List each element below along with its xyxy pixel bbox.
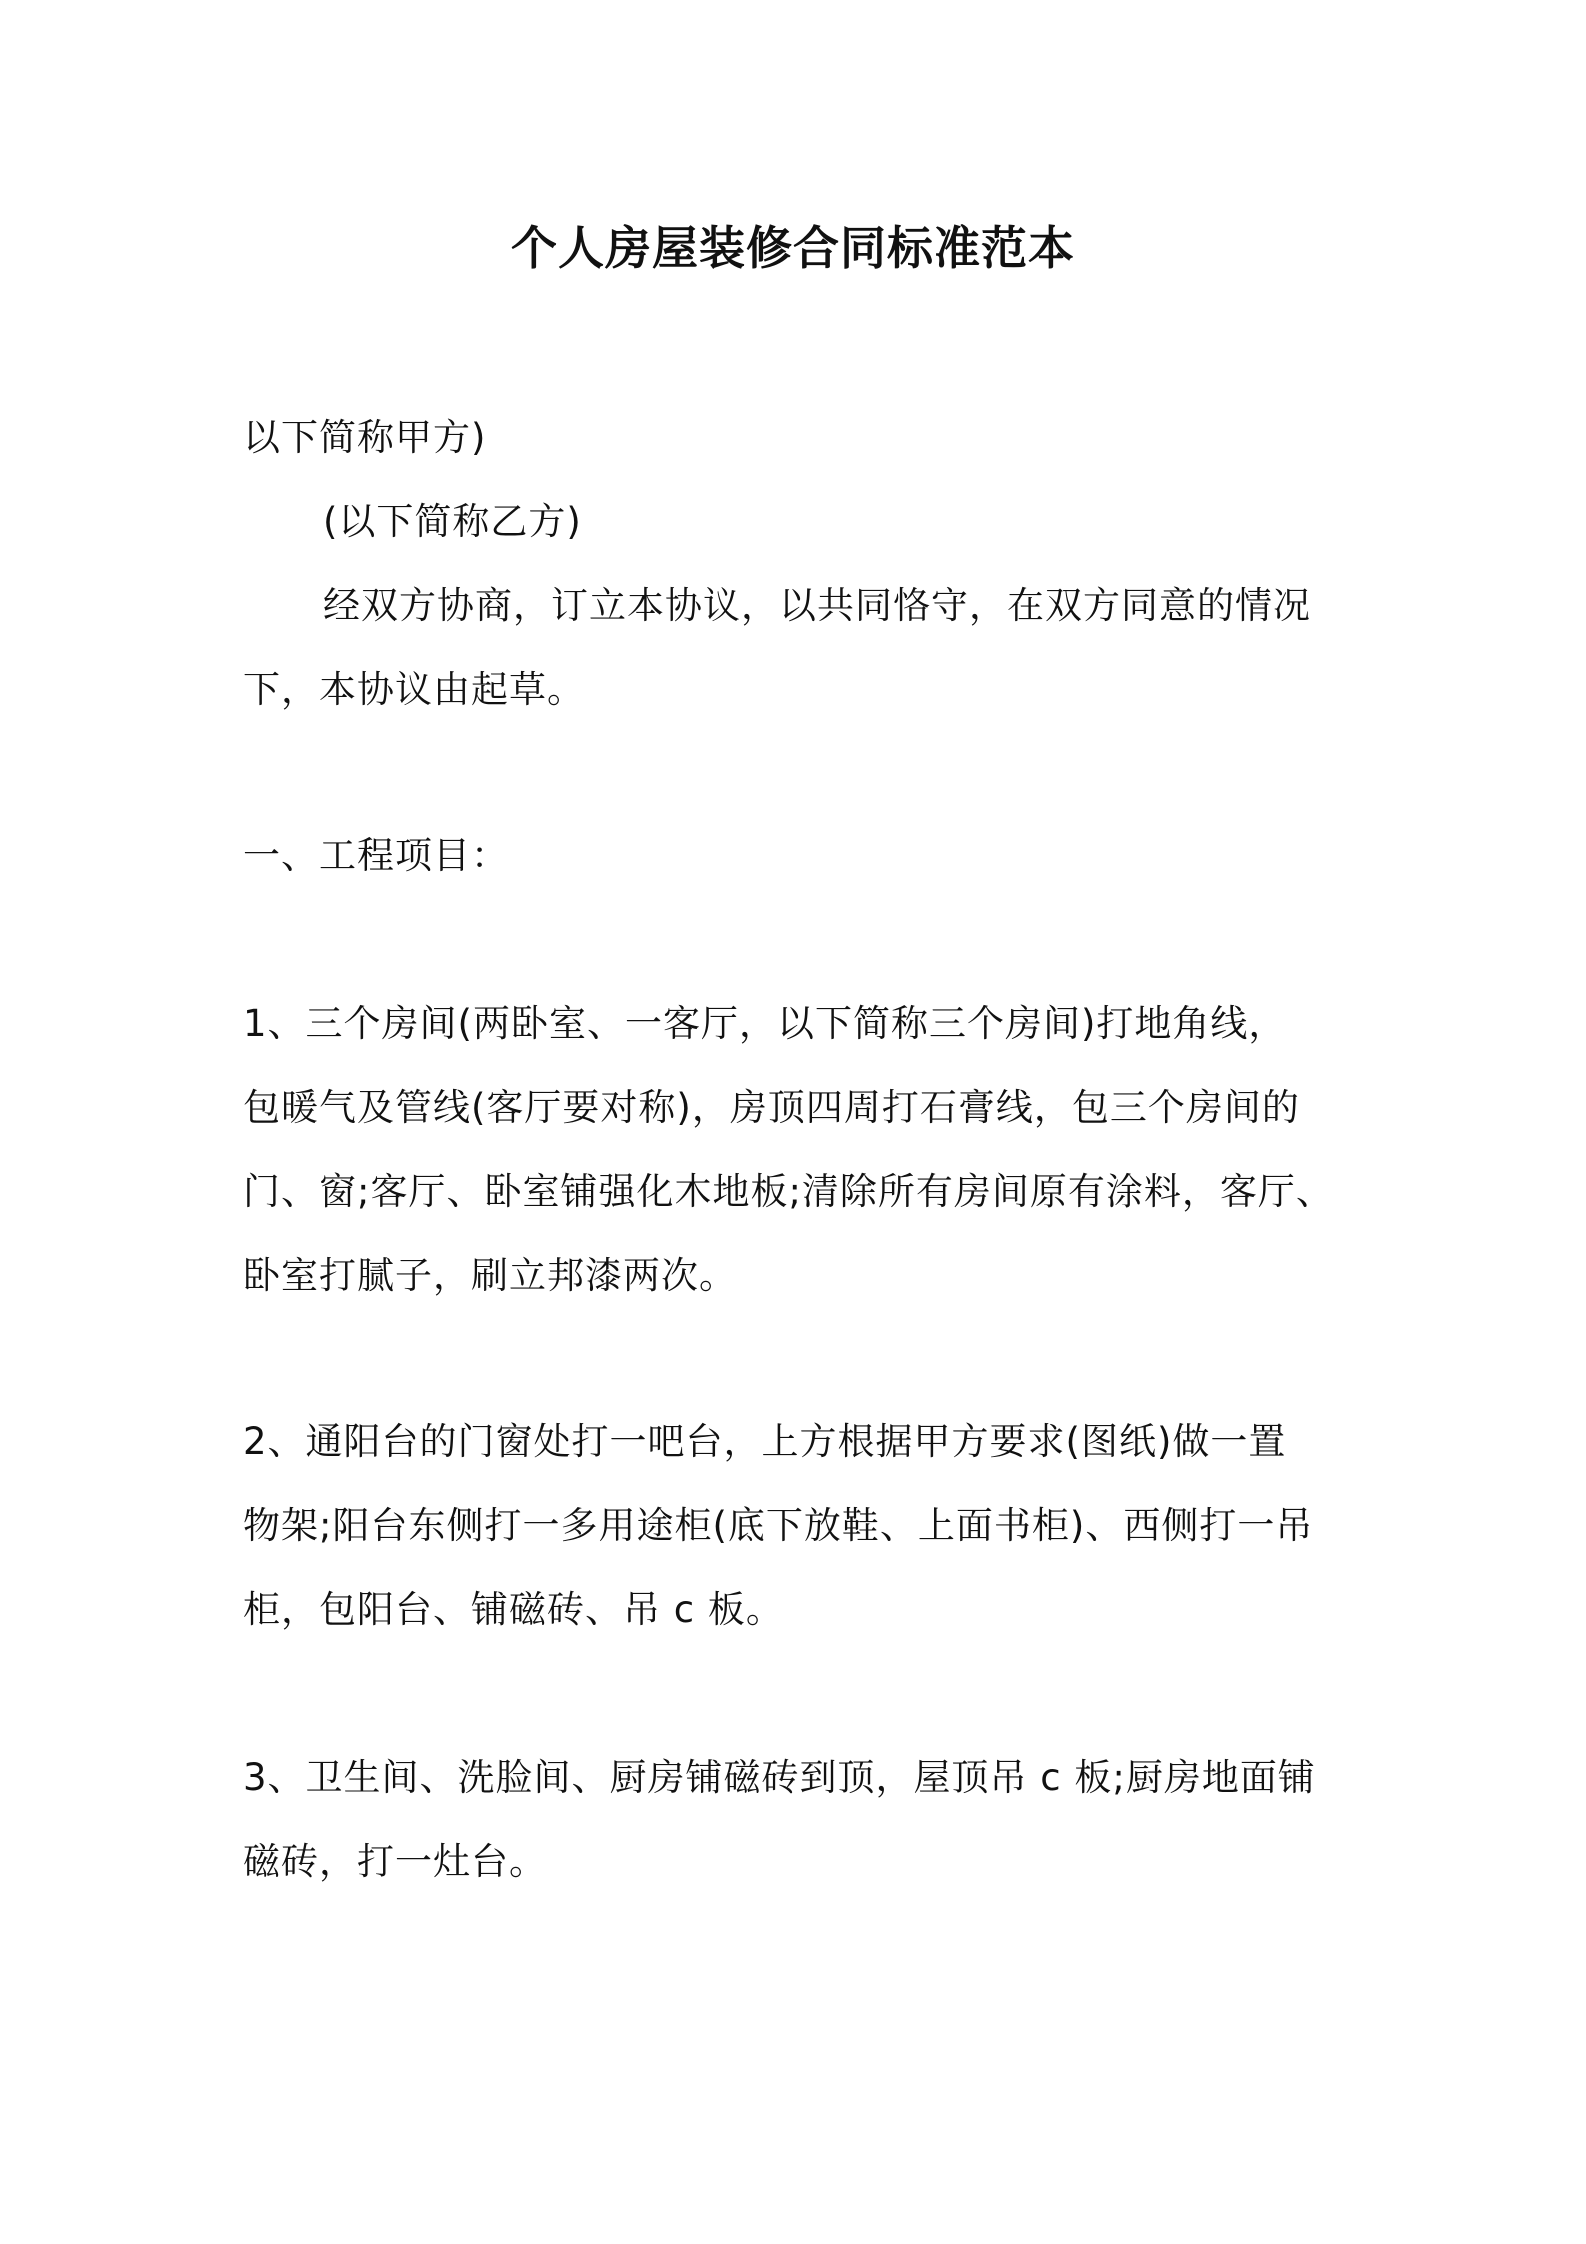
party-b-line: (以下简称乙方)	[323, 500, 582, 543]
item-1-line-4: 卧室打腻子，刷立邦漆两次。	[243, 1254, 737, 1297]
section-heading: 一、工程项目：	[243, 834, 509, 877]
preamble-line-2: 下，本协议由起草。	[243, 668, 585, 711]
item-1-line-3: 门、窗;客厅、卧室铺强化木地板;清除所有房间原有涂料，客厅、	[243, 1170, 1334, 1213]
item-3-line-2: 磁砖，打一灶台。	[243, 1840, 547, 1883]
preamble-line-1: 经双方协商，订立本协议，以共同恪守，在双方同意的情况	[323, 584, 1311, 627]
item-3-line-1: 3、卫生间、洗脸间、厨房铺磁砖到顶，屋顶吊 c 板;厨房地面铺	[243, 1756, 1316, 1799]
party-a-line: 以下简称甲方)	[243, 416, 487, 459]
item-2-line-1: 2、通阳台的门窗处打一吧台，上方根据甲方要求(图纸)做一置	[243, 1420, 1287, 1463]
item-1-line-2: 包暖气及管线(客厅要对称)，房顶四周打石膏线，包三个房间的	[243, 1086, 1300, 1129]
document-title: 个人房屋装修合同标准范本	[511, 221, 1075, 275]
item-2-line-2: 物架;阳台东侧打一多用途柜(底下放鞋、上面书柜)、西侧打一吊	[243, 1504, 1314, 1547]
item-1-line-1: 1、三个房间(两卧室、一客厅，以下简称三个房间)打地角线，	[243, 1002, 1287, 1045]
item-2-line-3: 柜，包阳台、铺磁砖、吊 c 板。	[243, 1588, 784, 1631]
